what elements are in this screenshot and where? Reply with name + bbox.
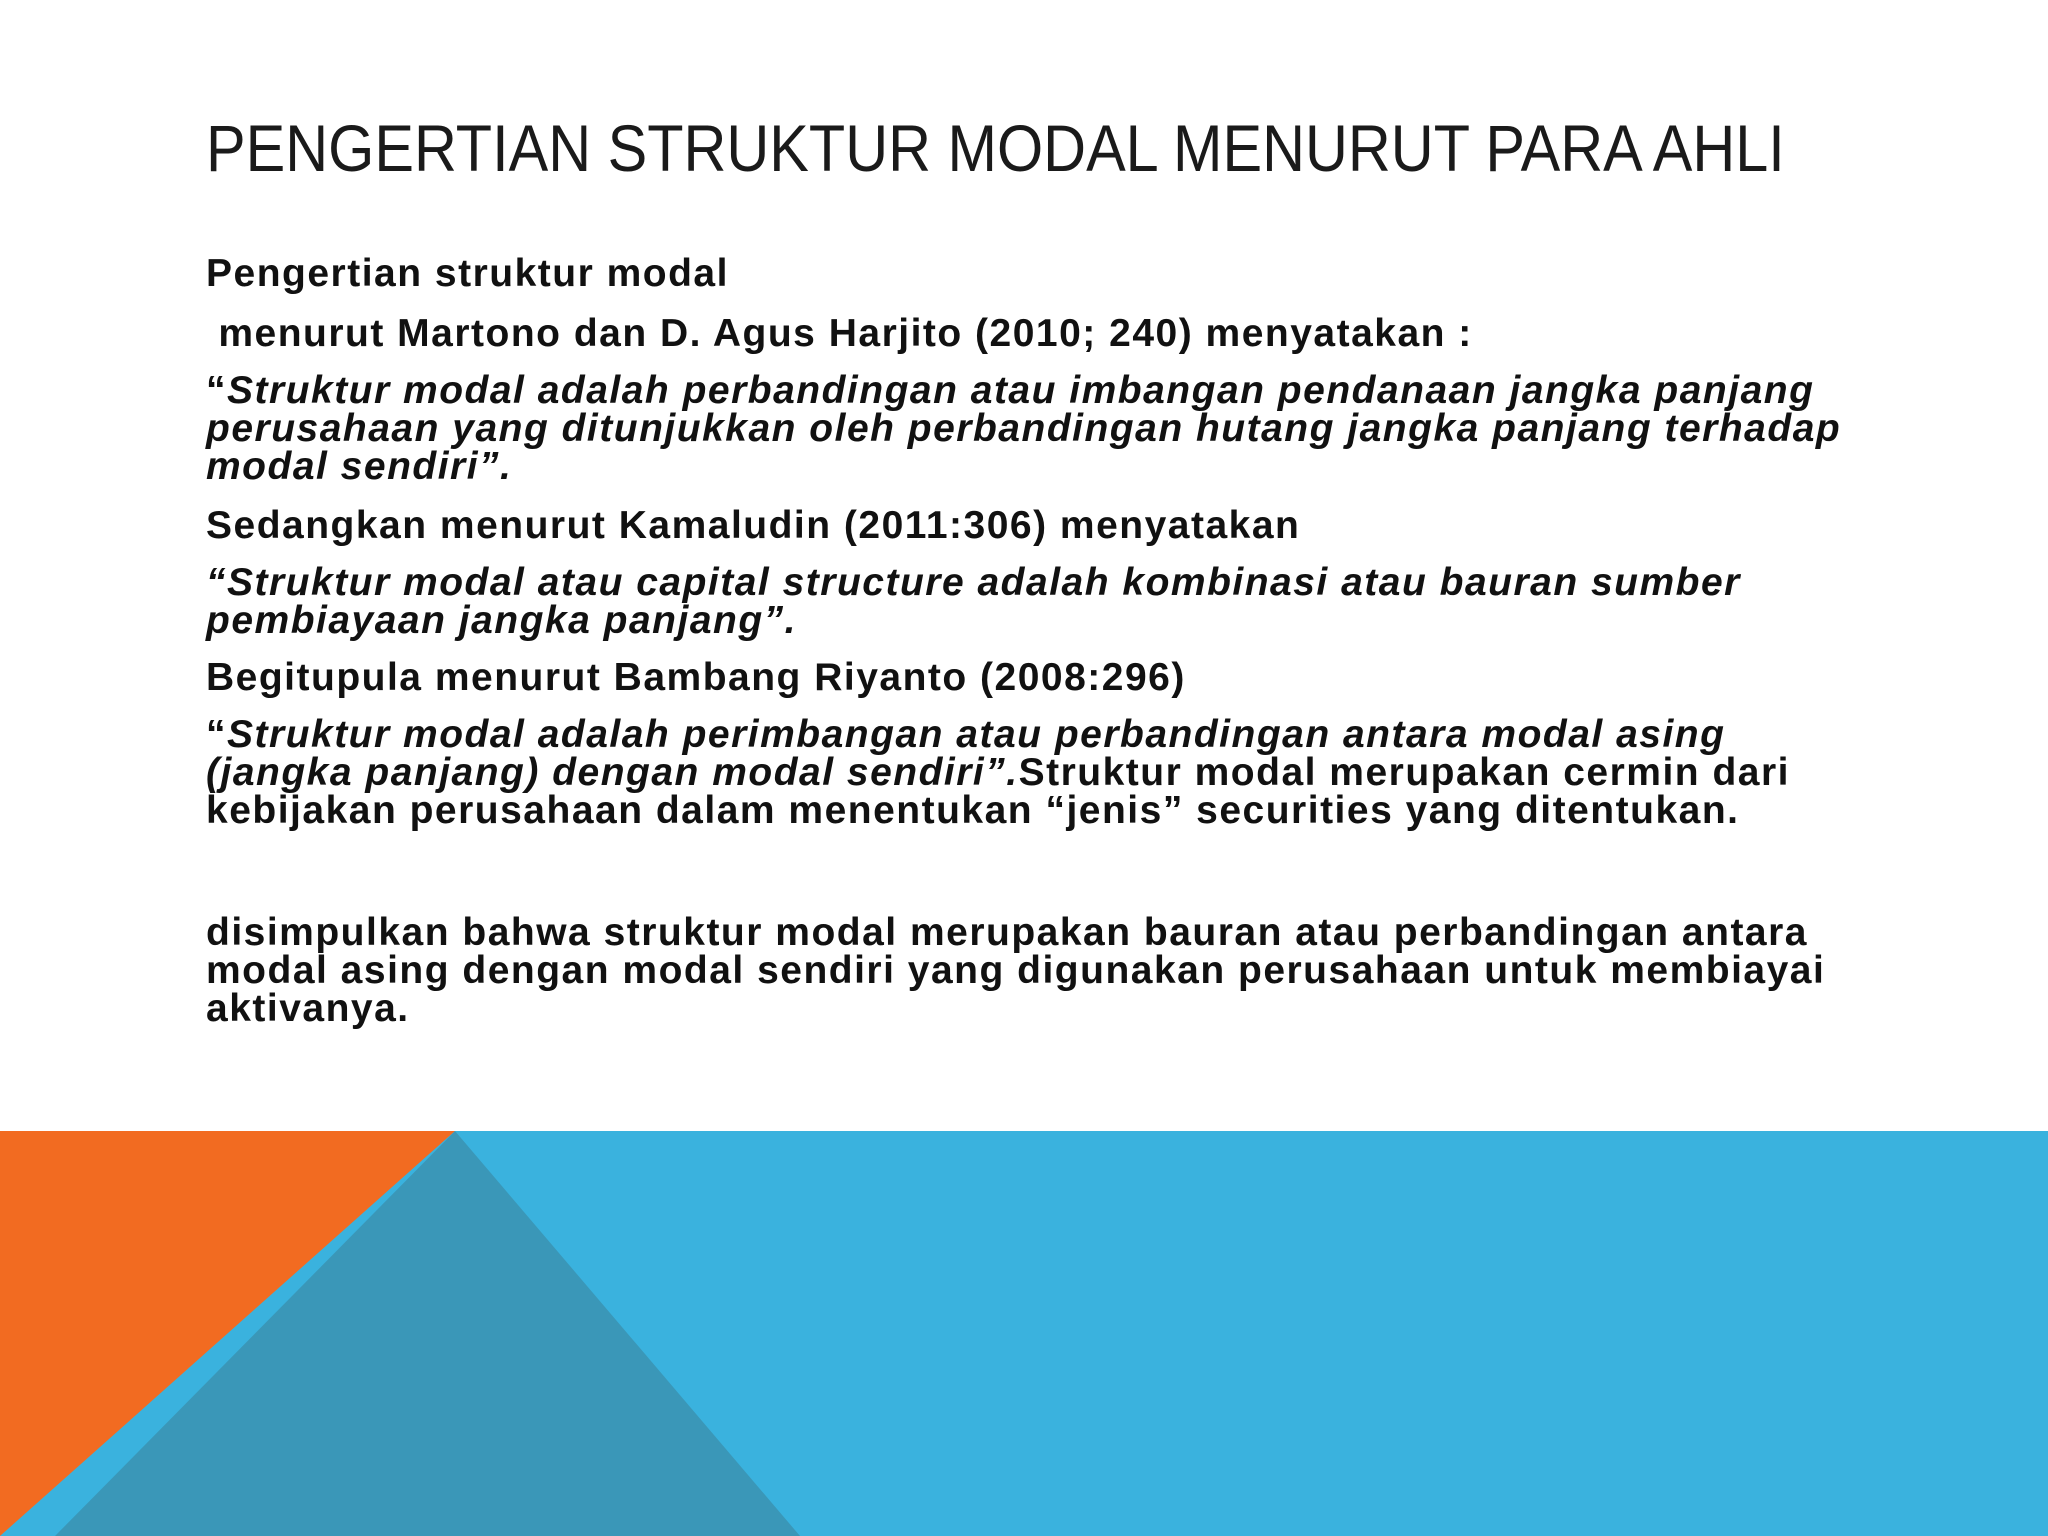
decorative-bottom-band xyxy=(0,1131,2048,1536)
paragraph-martono: menurut Martono dan D. Agus Harjito (2010; 240) menyatakan : xyxy=(206,312,1473,355)
paragraph-kamaludin: Sedangkan menurut Kamaludin (2011:306) menyatakan xyxy=(206,504,1301,547)
quote-riyanto-tail: Struktur modal merupakan cermin dari kebijakan perusahaan dalam menentukan “jenis” securities yang ditentukan. xyxy=(206,751,1790,832)
quote-martono xyxy=(206,369,1866,488)
paragraph-intro: Pengertian struktur modal xyxy=(206,252,729,295)
quote-martono-text: Struktur modal adalah perbandingan atau imbangan pendanaan jangka panjang perusahaan yang ditunjukkan oleh perbandingan hutang jangka panjang terhadap modal sendiri”. xyxy=(206,369,1842,488)
slide-title: PENGERTIAN STRUKTUR MODAL MENURUT PARA AHLI xyxy=(206,111,1785,185)
paragraph-riyanto: Begitupula menurut Bambang Riyanto (2008:296) xyxy=(206,656,1186,699)
quote-riyanto-text: Struktur modal adalah perimbangan atau perbandingan antara modal asing (jangka panjang) dengan modal sendiri”. xyxy=(206,713,1726,794)
quote-open-mark: “ xyxy=(206,713,227,756)
quote-kamaludin: “Struktur modal atau capital structure adalah kombinasi atau bauran sumber pembiayaan jangka panjang”. xyxy=(206,561,1741,642)
slide-body xyxy=(206,250,1866,1028)
quote-open-mark: “ xyxy=(206,369,227,412)
paragraph-conclusion: disimpulkan bahwa struktur modal merupakan bauran atau perbandingan antara modal asing dengan modal sendiri yang digunakan perusahaan untuk membiayai aktivanya. xyxy=(206,911,1826,1030)
quote-riyanto xyxy=(206,713,1866,832)
